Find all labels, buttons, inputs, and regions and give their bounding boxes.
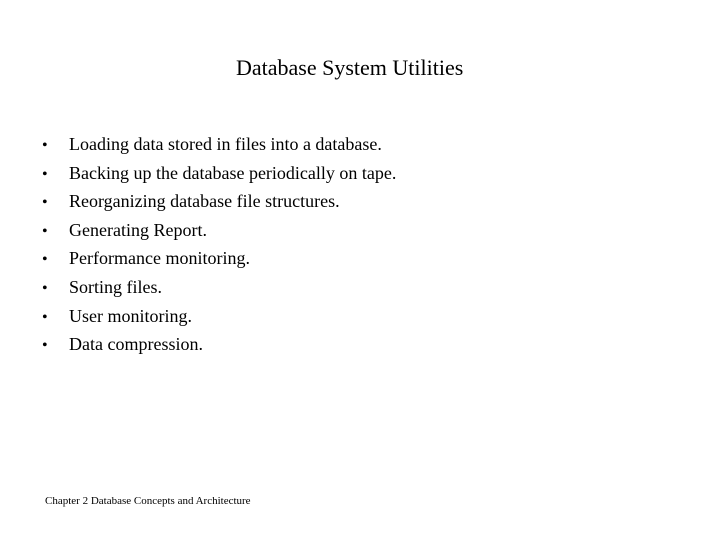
list-item [42,187,396,216]
bullet-icon: • [42,251,48,269]
bullet-icon: • [42,279,48,297]
list-item-text: User monitoring. [69,305,192,326]
bullet-icon: • [42,308,48,326]
list-item-text: Sorting files. [69,276,162,297]
list-item [42,216,396,245]
bullet-icon: • [42,137,48,154]
list-item [42,159,396,188]
list-item-text: Reorganizing database file structures. [69,191,340,212]
list-item [42,273,396,302]
list-item-text: Generating Report. [69,219,207,240]
list-item [42,330,396,359]
list-item-text: Performance monitoring. [69,248,250,269]
list-item-text: Backing up the database periodically on tape. [69,162,397,183]
list-item-text: Data compression. [69,334,203,355]
list-item-text: Loading data stored in files into a database. [69,134,382,154]
bullet-icon: • [42,194,48,212]
bullet-list [42,130,396,359]
bullet-icon: • [42,222,48,240]
bullet-icon: • [42,165,48,183]
list-item [42,302,396,331]
list-item [42,130,396,159]
bullet-icon: • [42,337,48,355]
slide-footer: Chapter 2 Database Concepts and Architecture [45,495,251,507]
list-item [42,244,396,273]
slide-title: Database System Utilities [236,55,464,80]
